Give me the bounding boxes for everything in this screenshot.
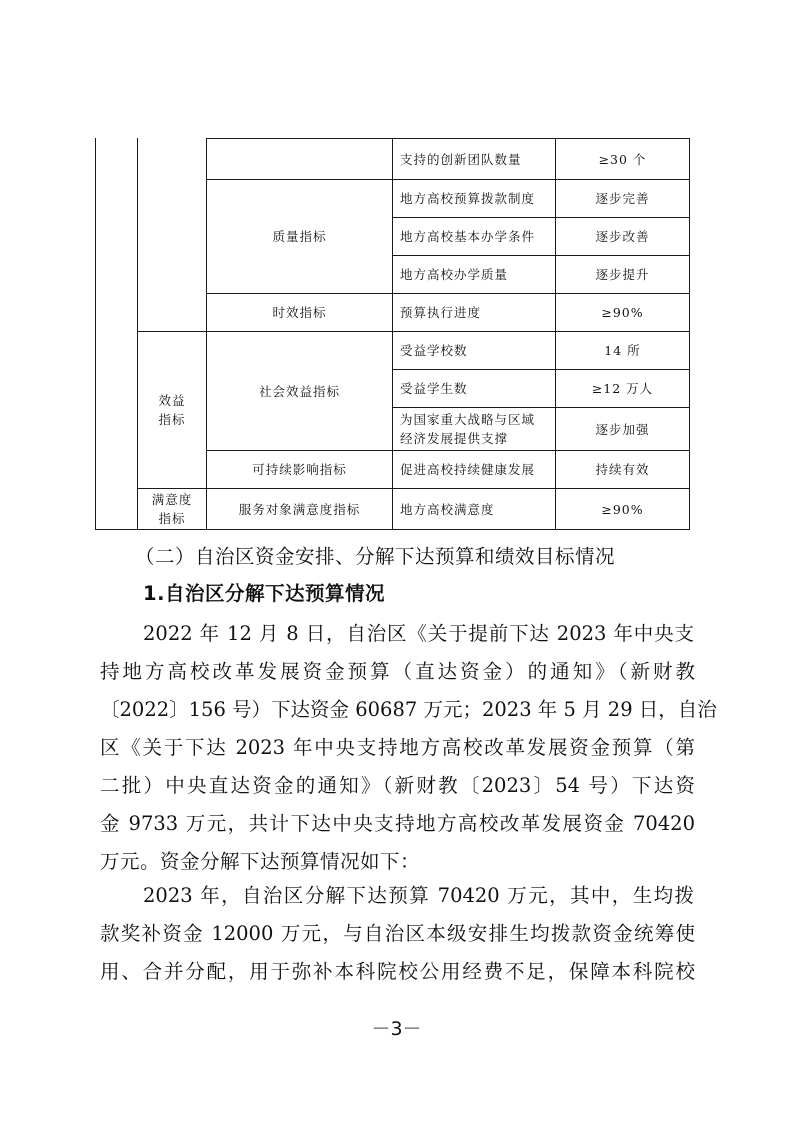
value-cell: ≥90% (601, 501, 644, 517)
level3-sustainable-label: 可持续影响指标 (252, 462, 347, 477)
value-cell: 逐步完善 (595, 191, 650, 206)
paragraph-line: 持地方高校改革发展资金预算（直达资金）的通知》（新财教 (100, 660, 695, 683)
indicator-cell: 受益学生数 (400, 381, 468, 396)
paragraph-line: 2023 年，自治区分解下达预算 70420 万元，其中，生均拨 (143, 884, 694, 907)
paragraph-line: 万元。资金分解下达预算情况如下： (100, 850, 421, 873)
level2-satisfaction-label: 满意度指标 (151, 492, 193, 526)
indicator-cell: 促进高校持续健康发展 (400, 462, 536, 477)
value-cell: ≥30 个 (598, 151, 647, 167)
paragraph-line: 2022 年 12 月 8 日，自治区《关于提前下达 2023 年中央支 (143, 622, 694, 645)
value-cell: 逐步加强 (595, 421, 650, 437)
indicator-cell: 为国家重大战略与区域经济发展提供支撑 (400, 412, 536, 446)
indicator-cell: 受益学校数 (400, 343, 468, 358)
indicator-cell: 地方高校基本办学条件 (400, 229, 536, 244)
performance-indicator-table (95, 138, 690, 530)
value-cell: ≥12 万人 (591, 381, 654, 396)
value-cell: 逐步提升 (595, 267, 650, 282)
indicator-cell: 地方高校办学质量 (400, 267, 509, 282)
table-border-right (689, 138, 690, 530)
paragraph-line: 金 9733 万元，共计下达中央支持地方高校改革发展资金 70420 (100, 812, 695, 835)
indicator-cell: 支持的创新团队数量 (400, 151, 522, 167)
page-number: －3－ (371, 1018, 422, 1040)
value-cell: ≥90% (601, 305, 644, 320)
paragraph-line: 〔2022〕156 号）下达资金 60687 万元；2023 年 5 月 29 日，自治 (100, 698, 717, 721)
indicator-cell: 预算执行进度 (400, 305, 482, 320)
section-heading: （二）自治区资金安排、分解下达预算和绩效目标情况 (135, 545, 616, 568)
value-cell: 逐步改善 (595, 229, 650, 244)
paragraph-line: 用、合并分配，用于弥补本科院校公用经费不足，保障本科院校 (100, 960, 695, 983)
indicator-cell: 地方高校预算拨款制度 (400, 191, 536, 206)
value-cell: 持续有效 (595, 462, 650, 477)
paragraph-line: 二批）中央直达资金的通知》（新财教〔2023〕54 号）下达资 (100, 774, 695, 797)
paragraph-line: 款奖补资金 12000 万元，与自治区本级安排生均拨款资金统筹使 (100, 922, 695, 945)
indicator-cell: 地方高校满意度 (400, 501, 495, 517)
level3-service-label: 服务对象满意度指标 (238, 501, 361, 517)
level3-social-label: 社会效益指标 (258, 383, 340, 399)
paragraph-line: 区《关于下达 2023 年中央支持地方高校改革发展资金预算（第 (100, 736, 695, 759)
level3-quality-label: 质量指标 (272, 229, 327, 244)
level3-timeliness-label: 时效指标 (272, 305, 327, 320)
subsection-heading: 1.自治区分解下达预算情况 (143, 582, 385, 605)
table-border-left (95, 138, 96, 530)
table-border-bottom (95, 529, 690, 530)
value-cell: 14 所 (604, 343, 641, 358)
level2-benefit-label: 效益指标 (158, 393, 186, 427)
